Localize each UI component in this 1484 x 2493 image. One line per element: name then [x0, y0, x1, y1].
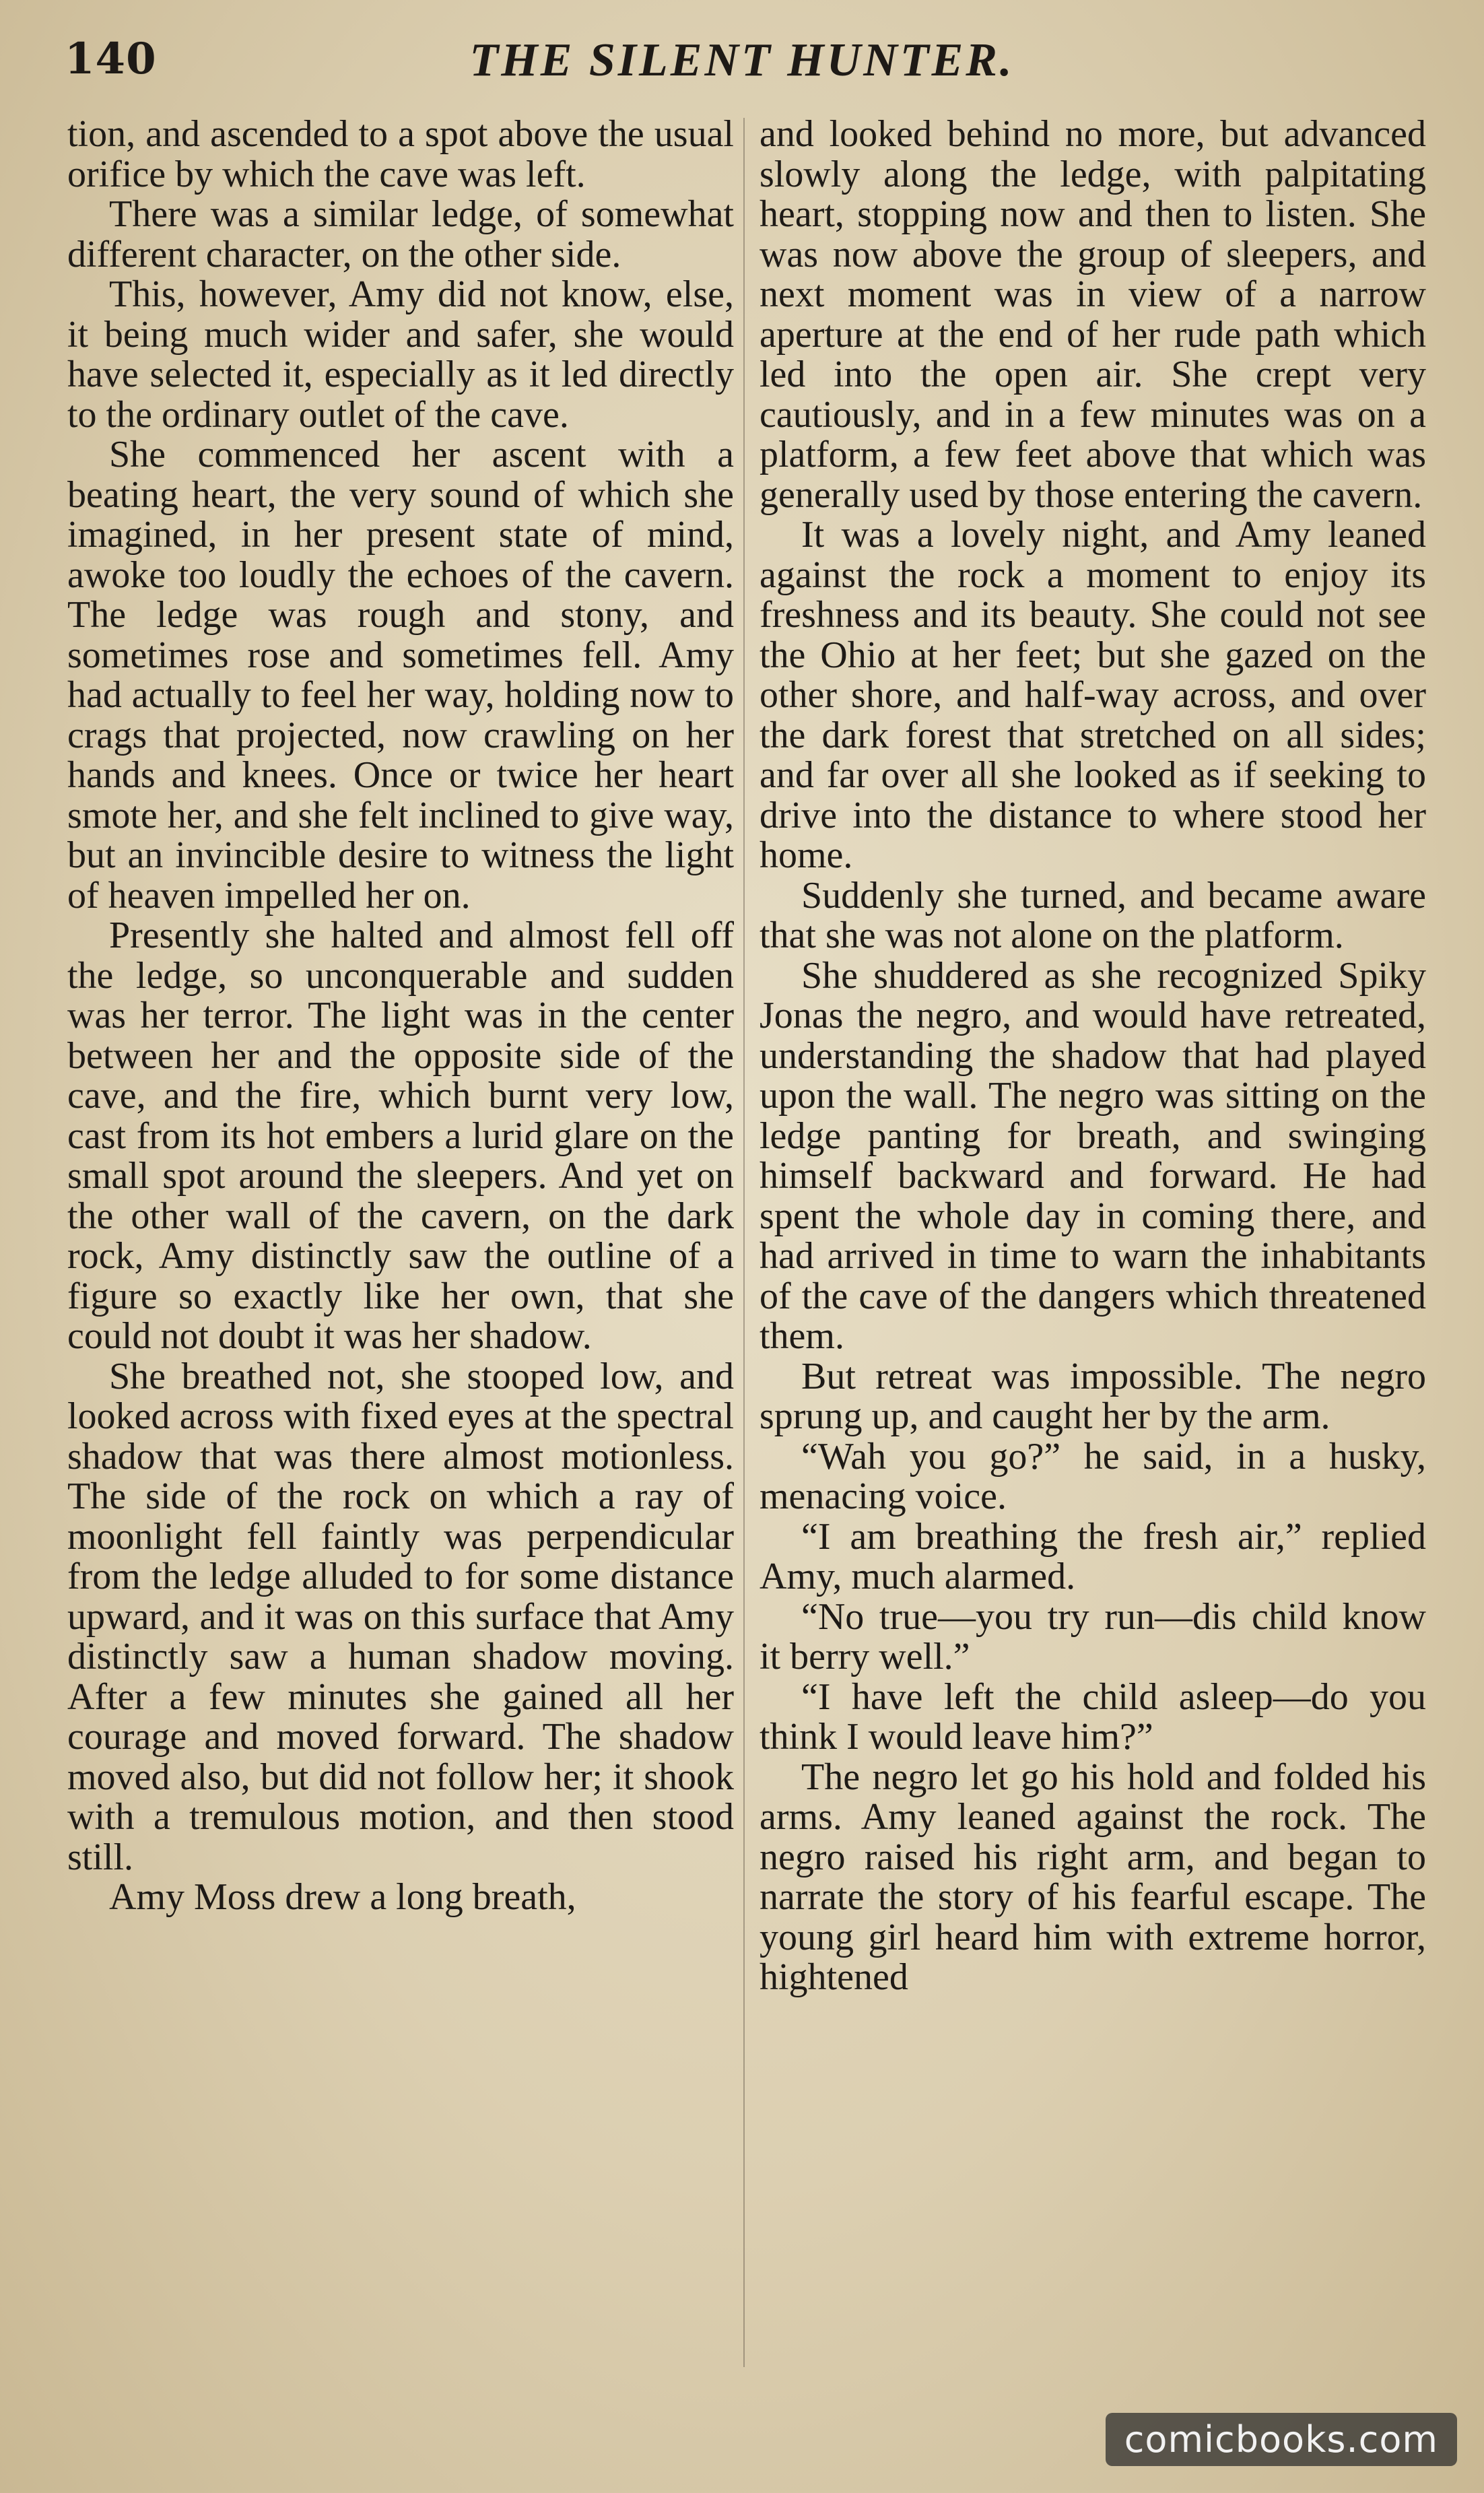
- paragraph: “No true—you try run—dis child know it berry well.”: [760, 1595, 1426, 1677]
- text-column-left: [67, 114, 734, 2384]
- paragraph: “I have left the child asleep—do you think I would leave him?”: [760, 1675, 1426, 1758]
- paragraph: But retreat was impossible. The negro sprung up, and caught her by the arm.: [760, 1355, 1426, 1437]
- column-divider: [743, 118, 745, 2367]
- paragraph: Amy Moss drew a long breath,: [109, 1876, 576, 1918]
- paragraph: “I am breathing the fresh air,” replied Amy, much alarmed.: [760, 1515, 1426, 1597]
- paragraph: She breathed not, she stooped low, and looked across with fixed eyes at the spectral shadow that was there almost motionless. The side of the rock on which a ray of moonlight fell faintly was perpendicular from the ledge alluded to for some distance upward, and it was on this surface that Amy distinctly saw a human shadow moving. After a few minutes she gained all her courage and moved forward. The shadow moved also, but did not follow her; it shook with a tremulous motion, and then stood still.: [67, 1355, 734, 1878]
- paragraph: There was a similar ledge, of somewhat different character, on the other side.: [67, 193, 734, 275]
- paragraph: She shuddered as she recognized Spiky Jonas the negro, and would have retreated, understanding the shadow that had played upon the wall. The negro was sitting on the ledge panting for breath, and swinging himself backward and forward. He had spent the whole day in coming there, and had arrived in time to warn the inhabitants of the cave of the dangers which threatened them.: [760, 954, 1426, 1357]
- paragraph: The negro let go his hold and folded his arms. Amy leaned against the rock. The negro raised his right arm, and began to narrate the story of his fearful escape. The young girl heard him with extreme horror, hightened: [760, 1756, 1426, 1998]
- running-title: THE SILENT HUNTER.: [469, 34, 1015, 86]
- paragraph: Presently she halted and almost fell off the ledge, so unconquerable and sudden was her terror. The light was in the center between her and the opposite side of the cave, and the fire, which burnt very low, cast from its hot embers a lurid glare on the small spot around the sleepers. And yet on the other wall of the cavern, on the dark rock, Amy distinctly saw the outline of a figure so exactly like her own, that she could not doubt it was her shadow.: [67, 915, 734, 1357]
- paragraph: “Wah you go?” he said, in a husky, menacing voice.: [760, 1435, 1426, 1517]
- paragraph: tion, and ascended to a spot above the usual orifice by which the cave was left.: [67, 114, 734, 195]
- paragraph: It was a lovely night, and Amy leaned against the rock a moment to enjoy its freshness and its beauty. She could not see the Ohio at her feet; but she gazed on the other shore, and half-way across, and over the dark forest that stretched on all sides; and far over all she looked as if seeking to drive into the distance to where stood her home.: [760, 514, 1426, 876]
- paragraph: This, however, Amy did not know, else, it being much wider and safer, she would have selected it, especially as it led directly to the ordinary outlet of the cave.: [67, 273, 734, 436]
- paragraph: and looked behind no more, but advanced slowly along the ledge, with palpitating heart, stopping now and then to listen. She was now above the group of sleepers, and next moment was in view of a narrow aperture at the end of her rude path which led into the open air. She crept very cautiously, and in a few minutes was on a platform, a few feet above that which was generally used by those entering the cavern.: [760, 114, 1426, 516]
- text-column-right: [760, 114, 1426, 2384]
- paragraph: Suddenly she turned, and became aware that she was not alone on the platform.: [760, 874, 1426, 956]
- watermark-badge: comicbooks.com: [1106, 2413, 1457, 2466]
- paragraph: She commenced her ascent with a beating heart, the very sound of which she imagined, in her present state of mind, awoke too loudly the echoes of the cavern. The ledge was rough and stony, and sometimes rose and sometimes fell. Amy had actually to feel her way, holding now to crags that projected, now crawling on her hands and knees. Once or twice her heart smote her, and she felt inclined to give way, but an invincible desire to witness the light of heaven impelled her on.: [67, 434, 734, 917]
- page-number: 140: [65, 34, 157, 84]
- page-header: [0, 27, 1484, 101]
